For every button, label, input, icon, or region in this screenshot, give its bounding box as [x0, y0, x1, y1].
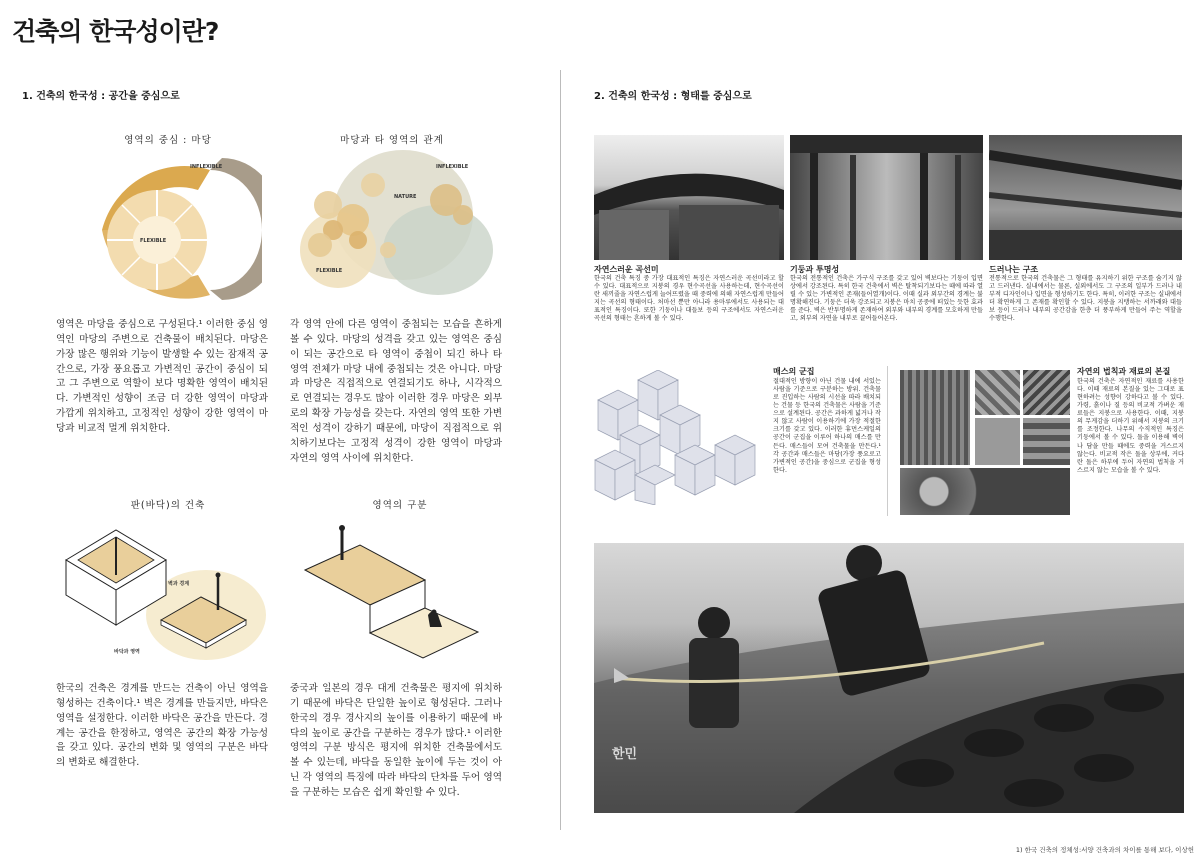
logo-hanmin: 한민	[612, 747, 638, 762]
label-inflexible-1: INFLEXIBLE	[190, 164, 223, 170]
label-floor-territory: 바닥과 영역	[114, 649, 140, 655]
photo-stone	[1023, 370, 1070, 415]
section-heading-space: 1. 건축의 한국성 : 공간을 중심으로	[22, 91, 180, 102]
paragraph-madang: 영역은 마당을 중심으로 구성된다.¹ 이러한 중심 영역인 마당의 주변으로 건축물이 배치된다. 마당은 가장 많은 행위와 기능이 발생할 수 있는 잠재적 공간으로, 가장 풍요롭고 가변적인 공간이 중심이 되고 그 주변으로 역할이 보다 명확한 영역이 배치된다. 가변적인 성향이 조금 더 강한 영역이 마당과 가깝게 위치하고, 고정적인 성향이 강한 영역이 마당과 비교적 멀게 위치한다.	[56, 319, 268, 435]
col-title-transparency: 기둥과 투명성	[790, 265, 840, 274]
relation-diagram	[298, 150, 498, 300]
column-divider	[560, 70, 561, 830]
diagram-caption-floor: 판(바닥)의 건축	[130, 500, 206, 511]
label-wall-boundary: 벽과 경계	[168, 581, 190, 587]
page-title: 건축의 한국성이란?	[12, 17, 219, 46]
paragraph-relation: 각 영역 안에 다른 영역이 중첩되는 모습을 흔하게 볼 수 있다. 마당의 성격을 갖고 있는 영역은 중심이 되는 공간으로 타 영역이 중첩이 되긴 하나 타 영역 전체가 마당 내에 중첩되는 것은 아니다. 마당과 마당은 직접적으로 연결되기도 하나, 시각적으로 연결되는 경우도 많아 이러한 경우 마당은 외부로의 확장 가능성을 갖는다. 자연의 영역 또한 가변적인 성격이 강하기 때문에, 마당이 직접적으로 위치하기보다는 고정적 성격이 강한 영역이 마당과 자연의 영역 사이에 위치한다.	[290, 319, 502, 464]
materials-photo-grid	[900, 370, 1070, 515]
divider-inner	[887, 366, 888, 516]
photo-wood-wall	[900, 370, 970, 465]
col-text-transparency: 한국의 전통적인 건축은 가구식 구조를 갖고 있어 벽보다는 기둥이 입면 상에서 강조된다. 특히 한국 건축에서 벽은 탈착되기보다는 때에 따라 열릴 수 있는 가변적인 존재(들어열개)이다. 이때 실과 외부간의 경계는 불명확해진다. 기둥은 더욱 강조되고 지붕은 마치 공중에 떠있는 듯한 효과를 준다. 벽은 반투명하게 존재하여 외부와 내부의 경계를 모호하게 만들고, 외부의 자연을 내부로 끌어들어온다.	[790, 275, 984, 323]
photo-brick	[1023, 418, 1070, 465]
paragraph-floor: 한국의 건축은 경계를 만드는 건축이 아닌 영역을 형성하는 건축이다.¹ 벽은 경계를 만들지만, 바닥은 영역을 설정한다. 이러한 바닥은 공간을 만든다. 경계는 공간을 한정하고, 영역은 공간의 확장 가능성을 갖고 있다. 공간의 변화 및 영역의 구분은 바닥의 변화로 해결한다.	[56, 683, 268, 769]
photo-curved-roof	[594, 135, 784, 260]
nature-text: 한국의 건축은 자연적인 재료를 사용한다. 이때 재료의 본질을 있는 그대로 표현하려는 성향이 강하다고 볼 수 있다. 가령, 흙이나 질 등의 비교적 가벼운 재료들은 지붕으로 사용한다. 이때, 지붕의 무게감을 더하기 위해서 지붕의 크기를 조정한다. 나무의 수직적인 특징은 기둥에서 볼 수 있다. 돌을 이용해 벽이나 담을 만들 때에도 중력을 거스르지 않는다. 비교적 작은 돌을 상부에, 커다란 돌은 하부에 두어 자연의 법칙을 거스르지 않는 모습을 볼 수 있다.	[1077, 378, 1184, 474]
section-heading-form: 2. 건축의 한국성 : 형태를 중심으로	[594, 91, 752, 102]
mass-cluster-diagram	[590, 370, 760, 505]
diagram-caption-relation: 마당과 타 영역의 관계	[340, 135, 444, 146]
col-text-structure: 전통적으로 한국의 건축물은 그 형태를 유지하기 위한 구조를 숨기지 않고 드러낸다. 실내에서는 물론, 실외에서도 그 구조의 일부가 드러나 내부적 디자인이나 입면을 형성하기도 한다. 특히, 이러한 구조는 실내에서 더 확연하게 그 존재를 확인할 수 있다. 지붕을 지탱하는 서까래와 대들보 등이 드러나 내부의 공간감을 한층 더 풍부하게 만들어 주는 역할을 수행한다.	[989, 275, 1183, 323]
nature-title: 자연의 법칙과 재료의 본질	[1077, 367, 1171, 376]
photo-stone-wall	[900, 468, 1070, 515]
mass-title: 매스의 군집	[773, 367, 815, 376]
label-inflexible-2: INFLEXIBLE	[436, 164, 469, 170]
madang-diagram	[82, 150, 262, 310]
label-nature: NATURE	[394, 194, 417, 200]
footnote: 1) 한국 건축의 정체성:서양 건축과의 차이를 통해 보다, 이상헌	[1015, 846, 1194, 854]
diagram-caption-division: 영역의 구분	[372, 500, 428, 511]
photo-columns	[790, 135, 983, 260]
col-title-curve: 자연스러운 곡선미	[594, 265, 659, 274]
floor-architecture-diagram	[56, 515, 276, 665]
photo-corridor	[975, 418, 1020, 465]
photo-exposed-structure	[989, 135, 1182, 260]
photo-roof-work	[594, 543, 1184, 813]
outer-ring-grey	[210, 158, 262, 300]
mass-text: 절대적인 방향이 아닌 건물 내에 서있는 사람을 기준으로 구분하는 방위. 건축물로 진입하는 사람의 시선을 따라 배치되는 건물 등 한국의 건축물은 사람을 기준으로 설계된다. 공간은 과하게 넓거나 작지 않고 사람이 이용하기에 가장 적절한 크기를 갖고 있다. 이러한 휴먼스케일의 공간이 군집을 이루어 하나의 매스를 만든다. 매스들이 모여 건축물을 만든다.¹ 각 공간과 매스들은 마당(가장 풍요로고 가변적인 공간)을 중심으로 군집을 형성한다.	[773, 378, 881, 474]
label-flexible-1: FLEXIBLE	[140, 238, 167, 244]
col-title-structure: 드러나는 구조	[989, 265, 1039, 274]
col-text-curve: 한국의 건축 특징 중 가장 대표적인 특징은 자연스러운 곡선미라고 할 수 있다. 대표적으로 지붕의 경우 현수곡선을 사용하는데, 현수곡선이란 새끼줄을 자연스럽게 늘어뜨렸을 때 중력에 의해 자연스럽게 만들어지는 곡선의 형태이다. 처마선 뿐만 아니라 용마루에서도 사용되는 대표적인 특징이다. 또한 기둥이나 대들보 등의 구조에서도 자연스러운 곡선의 형태는 흔하게 볼 수 있다.	[594, 275, 784, 323]
label-flexible-2: FLEXIBLE	[316, 268, 343, 274]
paragraph-division: 중국과 일본의 경우 대게 건축물은 평지에 위치하기 때문에 바닥은 단일한 높이로 형성된다. 그러나 한국의 경우 경사지의 높이를 이용하기 때문에 바닥의 높이로 공간을 구분하는 경우가 많다.¹ 이러한 영역의 구분 방식은 평지에 위치한 건축물에서도 볼 수 있는데, 바닥을 동일한 높이에 두는 것이 아닌 각 영역의 특징에 따라 바닥의 단차를 두어 영역을 구분하는 모습은 쉽게 확인할 수 있다.	[290, 683, 502, 799]
diagram-caption-madang: 영역의 중심 : 마당	[124, 135, 212, 146]
territory-division-diagram	[300, 520, 500, 660]
photo-roof-tiles	[975, 370, 1020, 415]
